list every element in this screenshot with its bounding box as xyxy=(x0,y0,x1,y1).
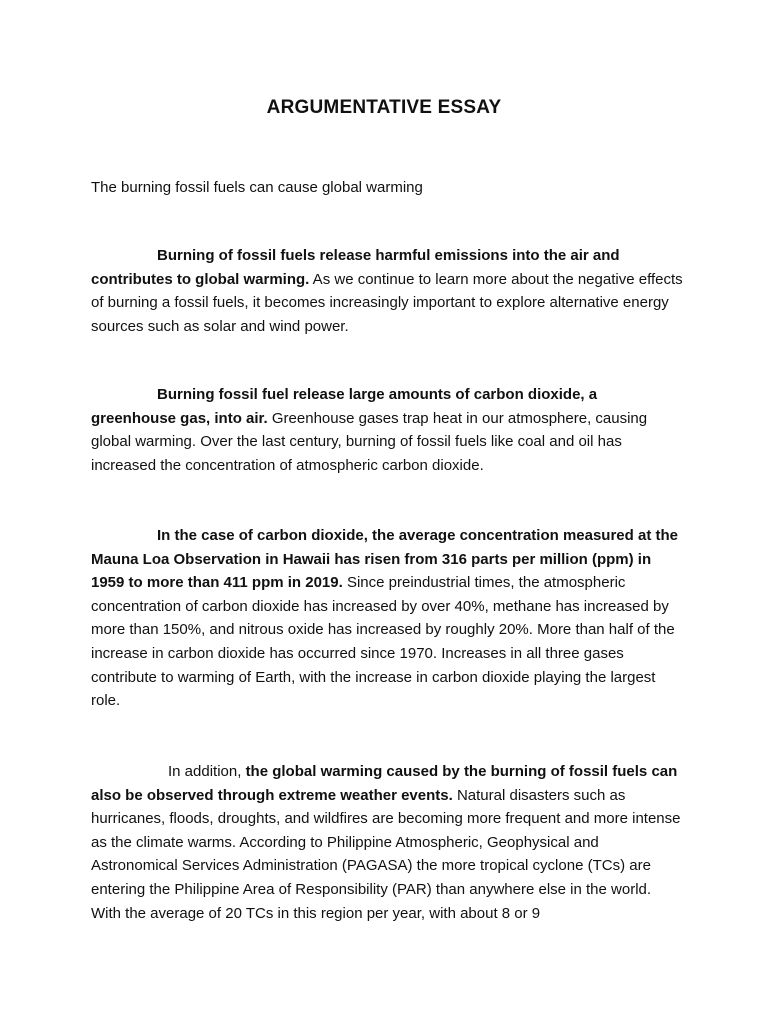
body-paragraph-2 xyxy=(91,383,683,477)
paragraph-text: As we continue to learn more about the negative effects of burning a fossil fuels, it becomes increasingly important to explore alternative energy sources such as solar and wind power. xyxy=(91,270,683,335)
paragraph-text: Since preindustrial times, the atmospheric concentration of carbon dioxide has increased by over 40%, methane has increased by more than 150%, and nitrous oxide has increased by roughly 20%. More than half of the increase in carbon dioxide has occurred since 1970. Increases in all three gases contribute to warming of Earth, with the increase in carbon dioxide playing the largest role. xyxy=(91,574,675,710)
paragraph-bold-claim: Burning fossil fuel release large amounts of carbon dioxide, a greenhouse gas, into air. xyxy=(91,386,598,427)
body-paragraph-1 xyxy=(91,244,683,338)
paragraph-text: Greenhouse gases trap heat in our atmosphere, causing global warming. Over the last century, burning of fossil fuels like coal and oil has increased the concentration of atmospheric carbon dioxide. xyxy=(91,409,648,474)
body-paragraph-4 xyxy=(91,760,683,925)
essay-title: ARGUMENTATIVE ESSAY xyxy=(266,97,502,118)
thesis-statement: The burning fossil fuels can cause global warming xyxy=(91,179,423,196)
paragraph-bold-claim: In the case of carbon dioxide, the average concentration measured at the Mauna Loa Observation in Hawaii has risen from 316 parts per million (ppm) in 1959 to more than 411 ppm in 2019. xyxy=(91,527,678,592)
paragraph-bold-claim: Burning of fossil fuels release harmful emissions into the air and contributes to global warming. xyxy=(91,247,620,288)
paragraph-lead: In addition, xyxy=(168,763,246,780)
body-paragraph-3 xyxy=(91,524,683,713)
paragraph-text: Natural disasters such as hurricanes, floods, droughts, and wildfires are becoming more frequent and more intense as the climate warms. According to Philippine Atmospheric, Geophysical and Astronomical Services Administration (PAGASA) the more tropical cyclone (TCs) are entering the Philippine Area of Responsibility (PAR) than anywhere else in the world. With the average of 20 TCs in this region per year, with about 8 or 9 xyxy=(91,786,681,922)
paragraph-bold-claim: the global warming caused by the burning of fossil fuels can also be observed through extreme weather events. xyxy=(91,763,678,804)
